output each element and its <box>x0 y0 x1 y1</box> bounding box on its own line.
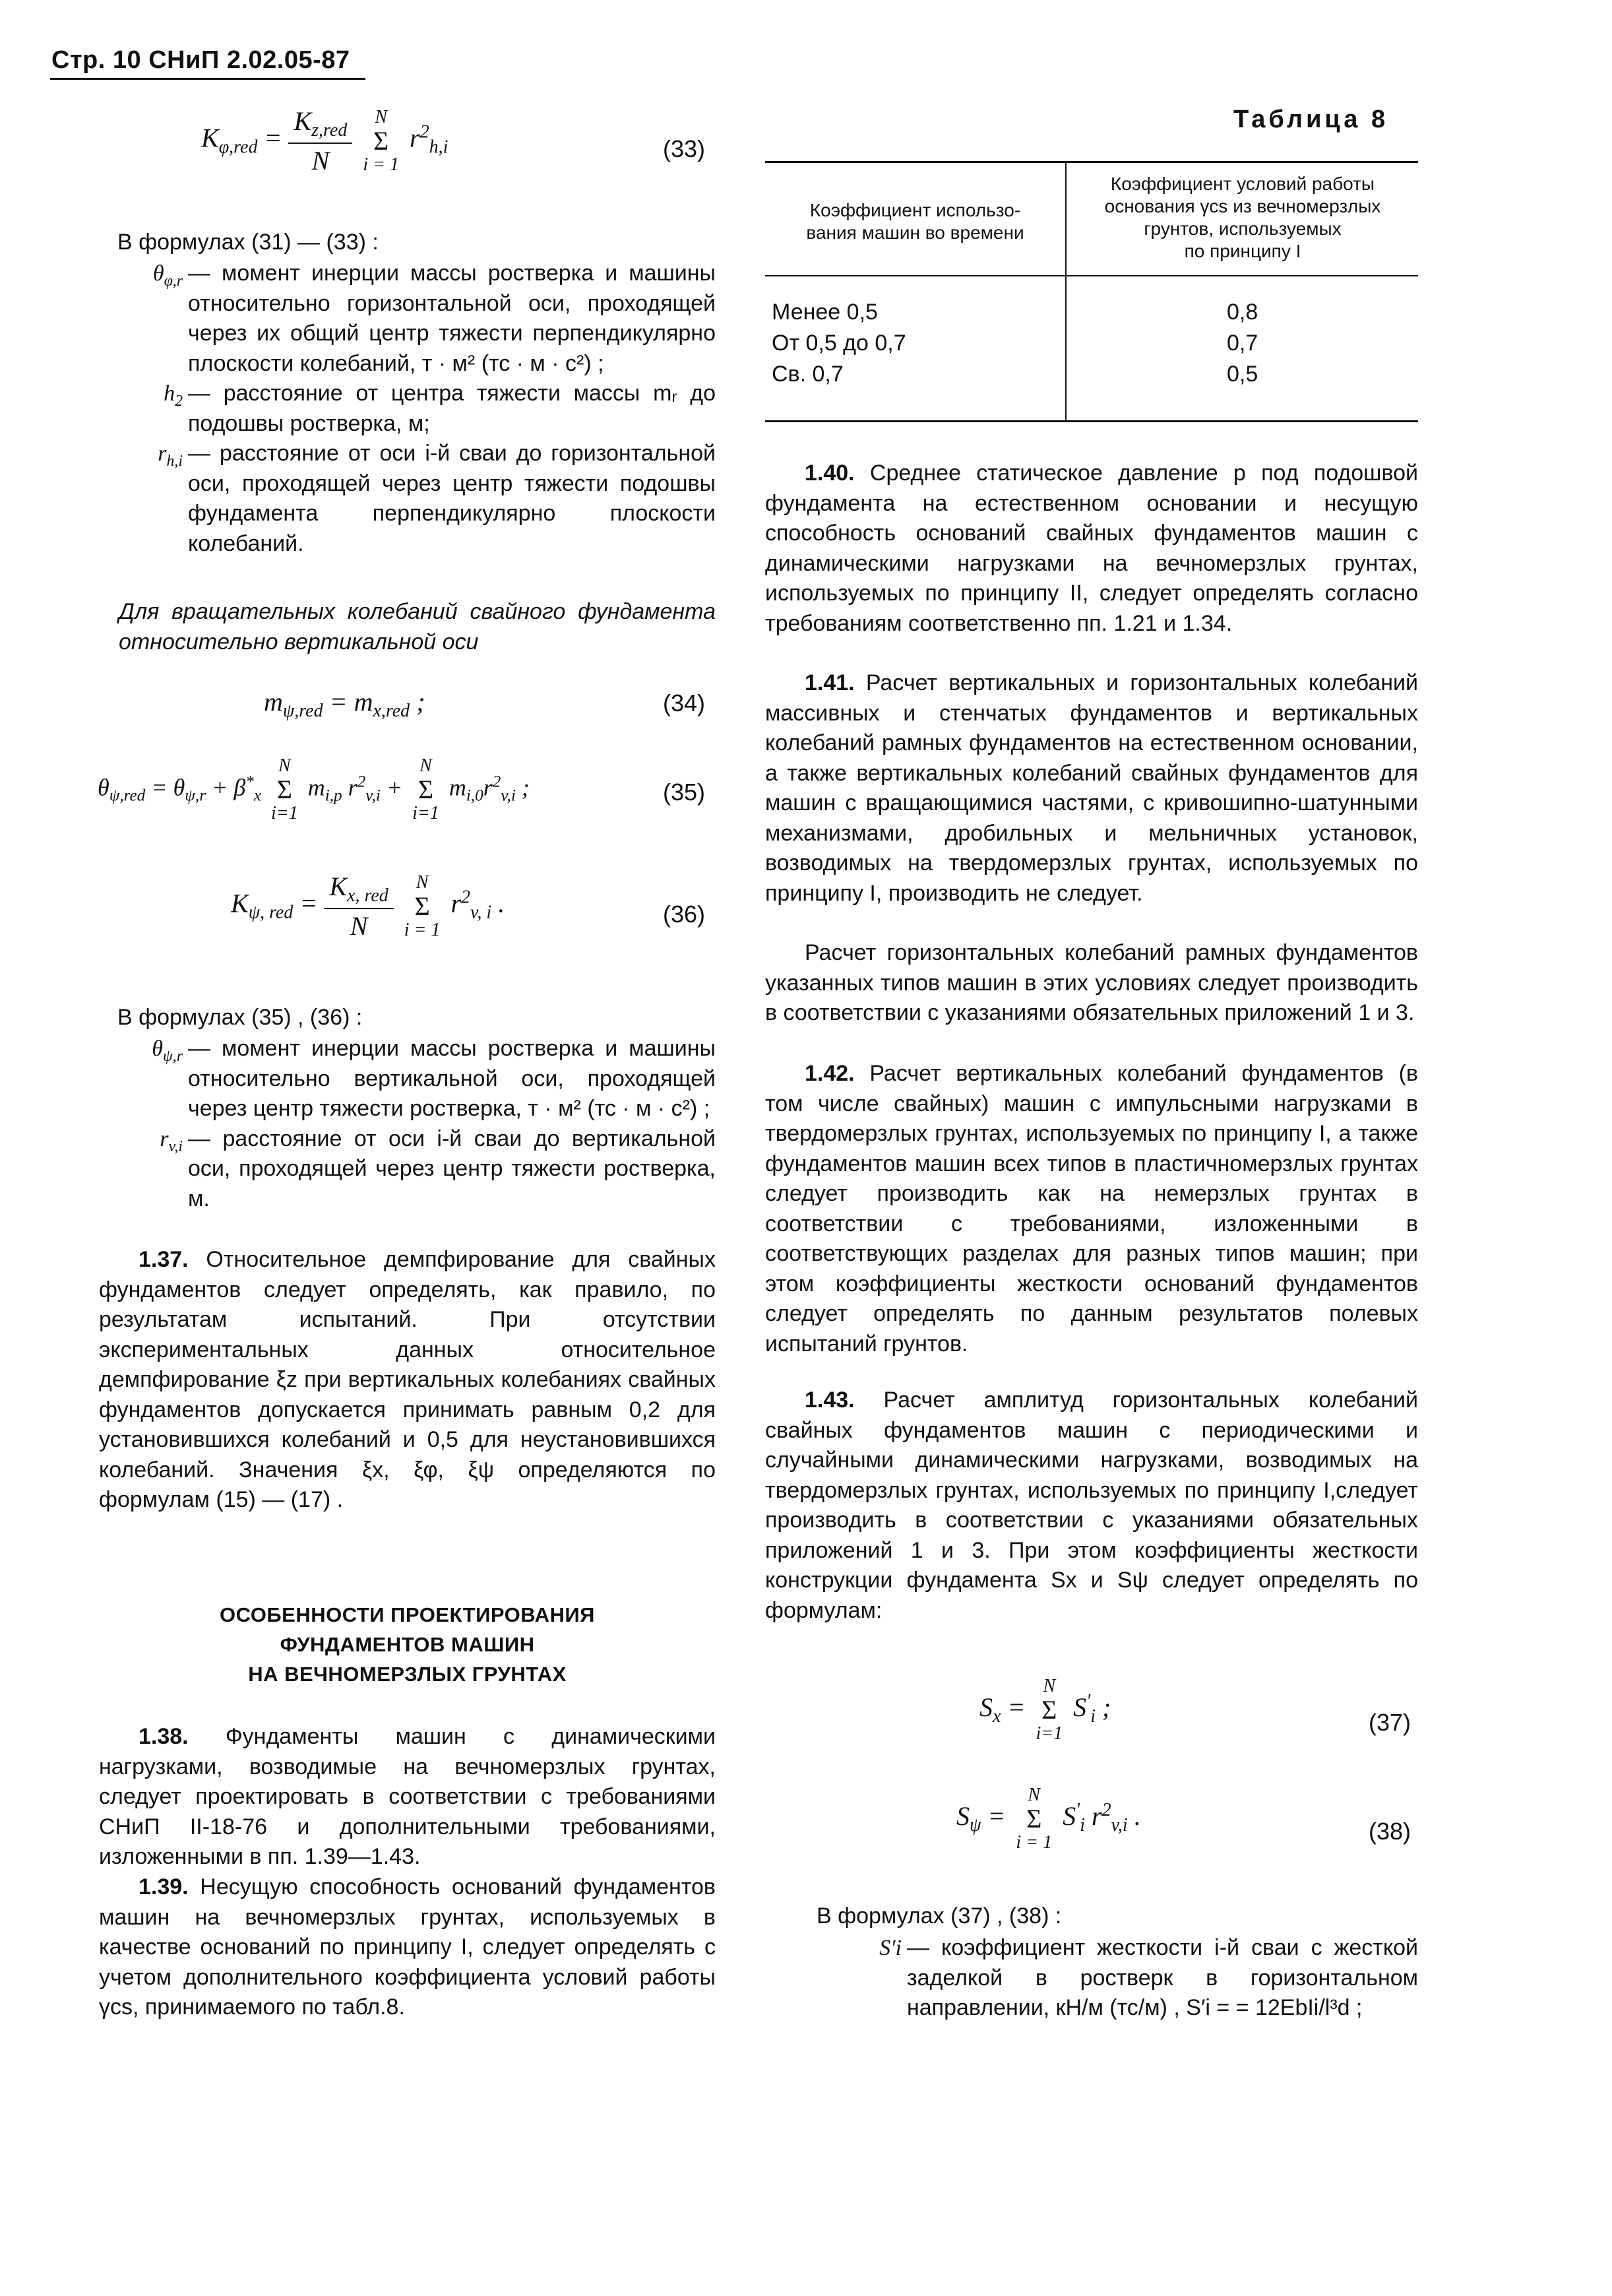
formula-34: $m_{\psi,red} = m_{x,red}$ ; <box>264 687 425 721</box>
table-bottom-rule <box>765 420 1418 422</box>
formula-38: $S_\psi = N$ Σ i = 1 $S'_i$ $r^2_{v,i}$ . <box>956 1785 1141 1853</box>
formulas-31-33-intro: В формулах (31) — (33) : <box>117 230 379 255</box>
paragraph-1-38: 1.38. Фундаменты машин с динамическими нагрузками, возводимые на вечномерзлых грунтах, следует проектировать в соответствии с требованиями СНиП II-18-76 и дополнительными требованиями, изложенными в пп. 1.39—1.43. <box>99 1724 716 1869</box>
formula-36-number: (36) <box>663 901 706 928</box>
table-header-col2: Коэффициент условий работы основания γcs из вечномерзлых грунтов, используемых по принципу I <box>1104 174 1381 261</box>
def-r-v-i: $r_{v,i}$ — расстояние от оси i-й сваи до вертикальной оси, проходящей через центр тяжести ростверка, м. <box>160 1126 716 1211</box>
paragraph-1-37: 1.37. Относительное демпфирование для свайных фундаментов следует определять, как правило, по результатам испытаний. При отсутствии экспериментальных данных относительное демпфирование ξz при вертикальных колебаниях свайных фундаментов допускается принимать равным 0,2 для установившихся колебаний и 0,5 для неустановившихся колебаний. Значения ξx, ξφ, ξψ определяются по формулам (15) — (17) . <box>99 1247 716 1512</box>
definitions-group-2 <box>99 1034 716 1214</box>
definitions-group-1 <box>99 259 716 559</box>
paragraph-1-43: 1.43. Расчет амплитуд горизонтальных колебаний свайных фундаментов машин с периодическими и случайными динамическими нагрузками, возводимых на твердомерзлых грунтах, используемых по принципу I,следует производить в соответствии с указаниями обязательных приложений 1 и 3. При этом коэффициенты жесткости конструкции фундамента Sx и Sψ следует определять по формулам: <box>765 1387 1418 1623</box>
def-r-h-i: $r_{h,i}$ — расстояние от оси i-й сваи до горизонтальной оси, проходящей через центр тяжести подошвы фундамента перпендикулярно плоскости колебаний. <box>158 441 716 556</box>
f33-fraction: $\frac{K_{z,red}}{N}$ <box>288 106 352 176</box>
table-row-1-value: 0,8 <box>1227 300 1258 325</box>
formula-38-number: (38) <box>1369 1818 1411 1845</box>
formula-36: $K_{\psi, red}$ = $\frac{K_{x, red}}{N}$ N Σ i = 1 $r^2_{v, i}$ . <box>231 872 505 941</box>
def-theta-phi-r: $\theta_{\varphi,r}$ — момент инерции массы ростверка и машины относительно горизонтальной оси, проходящей через их общий центр тяжести перпендикулярно плоскости колебаний, т · м² (тс · м · с²) ; <box>152 261 716 376</box>
table-row-1-label: Менее 0,5 <box>772 300 878 325</box>
table-header-rule <box>765 275 1418 276</box>
table-column-divider <box>1065 161 1067 422</box>
paragraph-1-41: 1.41. Расчет вертикальных и горизонтальных колебаний массивных и стенчатых фундаментов и вертикальных колебаний рамных фундаментов на естественном основании, а также вертикальных колебаний свайных фундаментов для машин с вращающимися частями, с кривошипно-шатунными механизмами, дробильных и мельничных установок, возводимых на твердомерзлых грунтах, используемых по принципу I, производить не следует. <box>765 670 1418 906</box>
paragraph-1-41-b: Расчет горизонтальных колебаний рамных фундаментов указанных типов машин в этих условиях следует производить в соответствии с указаниями обязательных приложений 1 и 3. <box>765 940 1418 1025</box>
formulas-37-38-intro: В формулах (37) , (38) : <box>817 1903 1062 1929</box>
table-row-3-label: Св. 0,7 <box>772 362 844 387</box>
table-title: Таблица 8 <box>1233 106 1389 133</box>
f33-sum: N Σ i = 1 <box>363 106 400 175</box>
formula-35-number: (35) <box>663 779 706 806</box>
paragraph-1-42: 1.42. Расчет вертикальных колебаний фундаментов (в том числе свайных) машин с импульсными нагрузками в твердомерзлых грунтах, используемых по принципу I, а также фундаментов машин всех типов в пластичномерзлых грунтах следует производить как на немерзлых грунтах в соответствии с требованиями, изложенными в соответствующих разделах для разных типов машин; при этом коэффициенты жесткости оснований фундаментов следует определять по данным результатов полевых испытаний грунтов. <box>765 1061 1418 1356</box>
table-row-2-value: 0,7 <box>1227 331 1258 356</box>
table-header-col1: Коэффициент использо- вания машин во времени <box>806 200 1024 243</box>
formula-37: $S_x = N$ Σ i=1 $S'_i$ ; <box>979 1676 1111 1744</box>
section-title: ОСОБЕННОСТИ ПРОЕКТИРОВАНИЯ ФУНДАМЕНТОВ МАШИН НА ВЕЧНОМЕРЗЛЫХ ГРУНТАХ <box>220 1603 595 1686</box>
f33-lhs-sub: φ,red <box>218 137 258 158</box>
header-rule <box>50 78 365 80</box>
def-s-prime-i: S′i — коэффициент жесткости i-й сваи с жесткой заделкой в ростверк в горизонтальном направлении, кН/м (тс/м) , S′i = = 12EbIi/l³d ; <box>879 1935 1418 2020</box>
def-theta-psi-r: $\theta_{\psi,r}$ — момент инерции массы ростверка и машины относительно вертикальной оси, проходящей через центр тяжести ростверка, т · м² (тс · м · с²) ; <box>152 1036 716 1121</box>
formula-34-number: (34) <box>663 689 706 717</box>
table-row-2-label: От 0,5 до 0,7 <box>772 331 906 356</box>
definitions-group-3 <box>765 1933 1418 2024</box>
formula-35: $\theta_{\psi,red} = \theta_{\psi,r} + \beta^*_x$ N Σ i=1 $m_{i,p}$ $r^2_{v,i} + N$ Σ i=1 $m_{i,0}r^2_{v,i}$ ; <box>98 755 530 823</box>
def-h2: $h_2$ — расстояние от центра тяжести массы mᵣ до подошвы ростверка, м; <box>164 381 716 436</box>
table-row-3-value: 0,5 <box>1227 362 1258 387</box>
paragraph-1-40: 1.40. Среднее статическое давление p под подошвой фундамента на естественном основании и несущую способность оснований свайных фундаментов машин с динамическими нагрузками на вечномерзлых грунтах, используемых по принципу II, следует определять согласно требованиям соответственно пп. 1.21 и 1.34. <box>765 461 1418 636</box>
f33-lhs: K <box>201 123 219 153</box>
table-top-rule <box>765 161 1418 163</box>
left-column <box>99 228 716 258</box>
formula-37-number: (37) <box>1369 1709 1411 1736</box>
formula-33-number: (33) <box>663 135 706 162</box>
formula-33: $K_{\varphi,red}$ = $\frac{K_{z,red}}{N}$ N Σ i = 1 $r^2_{h,i}$ <box>201 106 449 175</box>
rotation-heading: Для вращательных колебаний свайного фундамента относительно вертикальной оси <box>119 599 716 654</box>
formulas-35-36-intro: В формулах (35) , (36) : <box>117 1005 363 1030</box>
paragraph-1-39: 1.39. Несущую способность оснований фундаментов машин на вечномерзлых грунтах, используемых в качестве оснований по принципу I, следует определять с учетом дополнительного коэффициента условий работы γcs, принимаемого по табл.8. <box>99 1874 716 2020</box>
page-header: Стр. 10 СНиП 2.02.05-87 <box>51 46 350 74</box>
